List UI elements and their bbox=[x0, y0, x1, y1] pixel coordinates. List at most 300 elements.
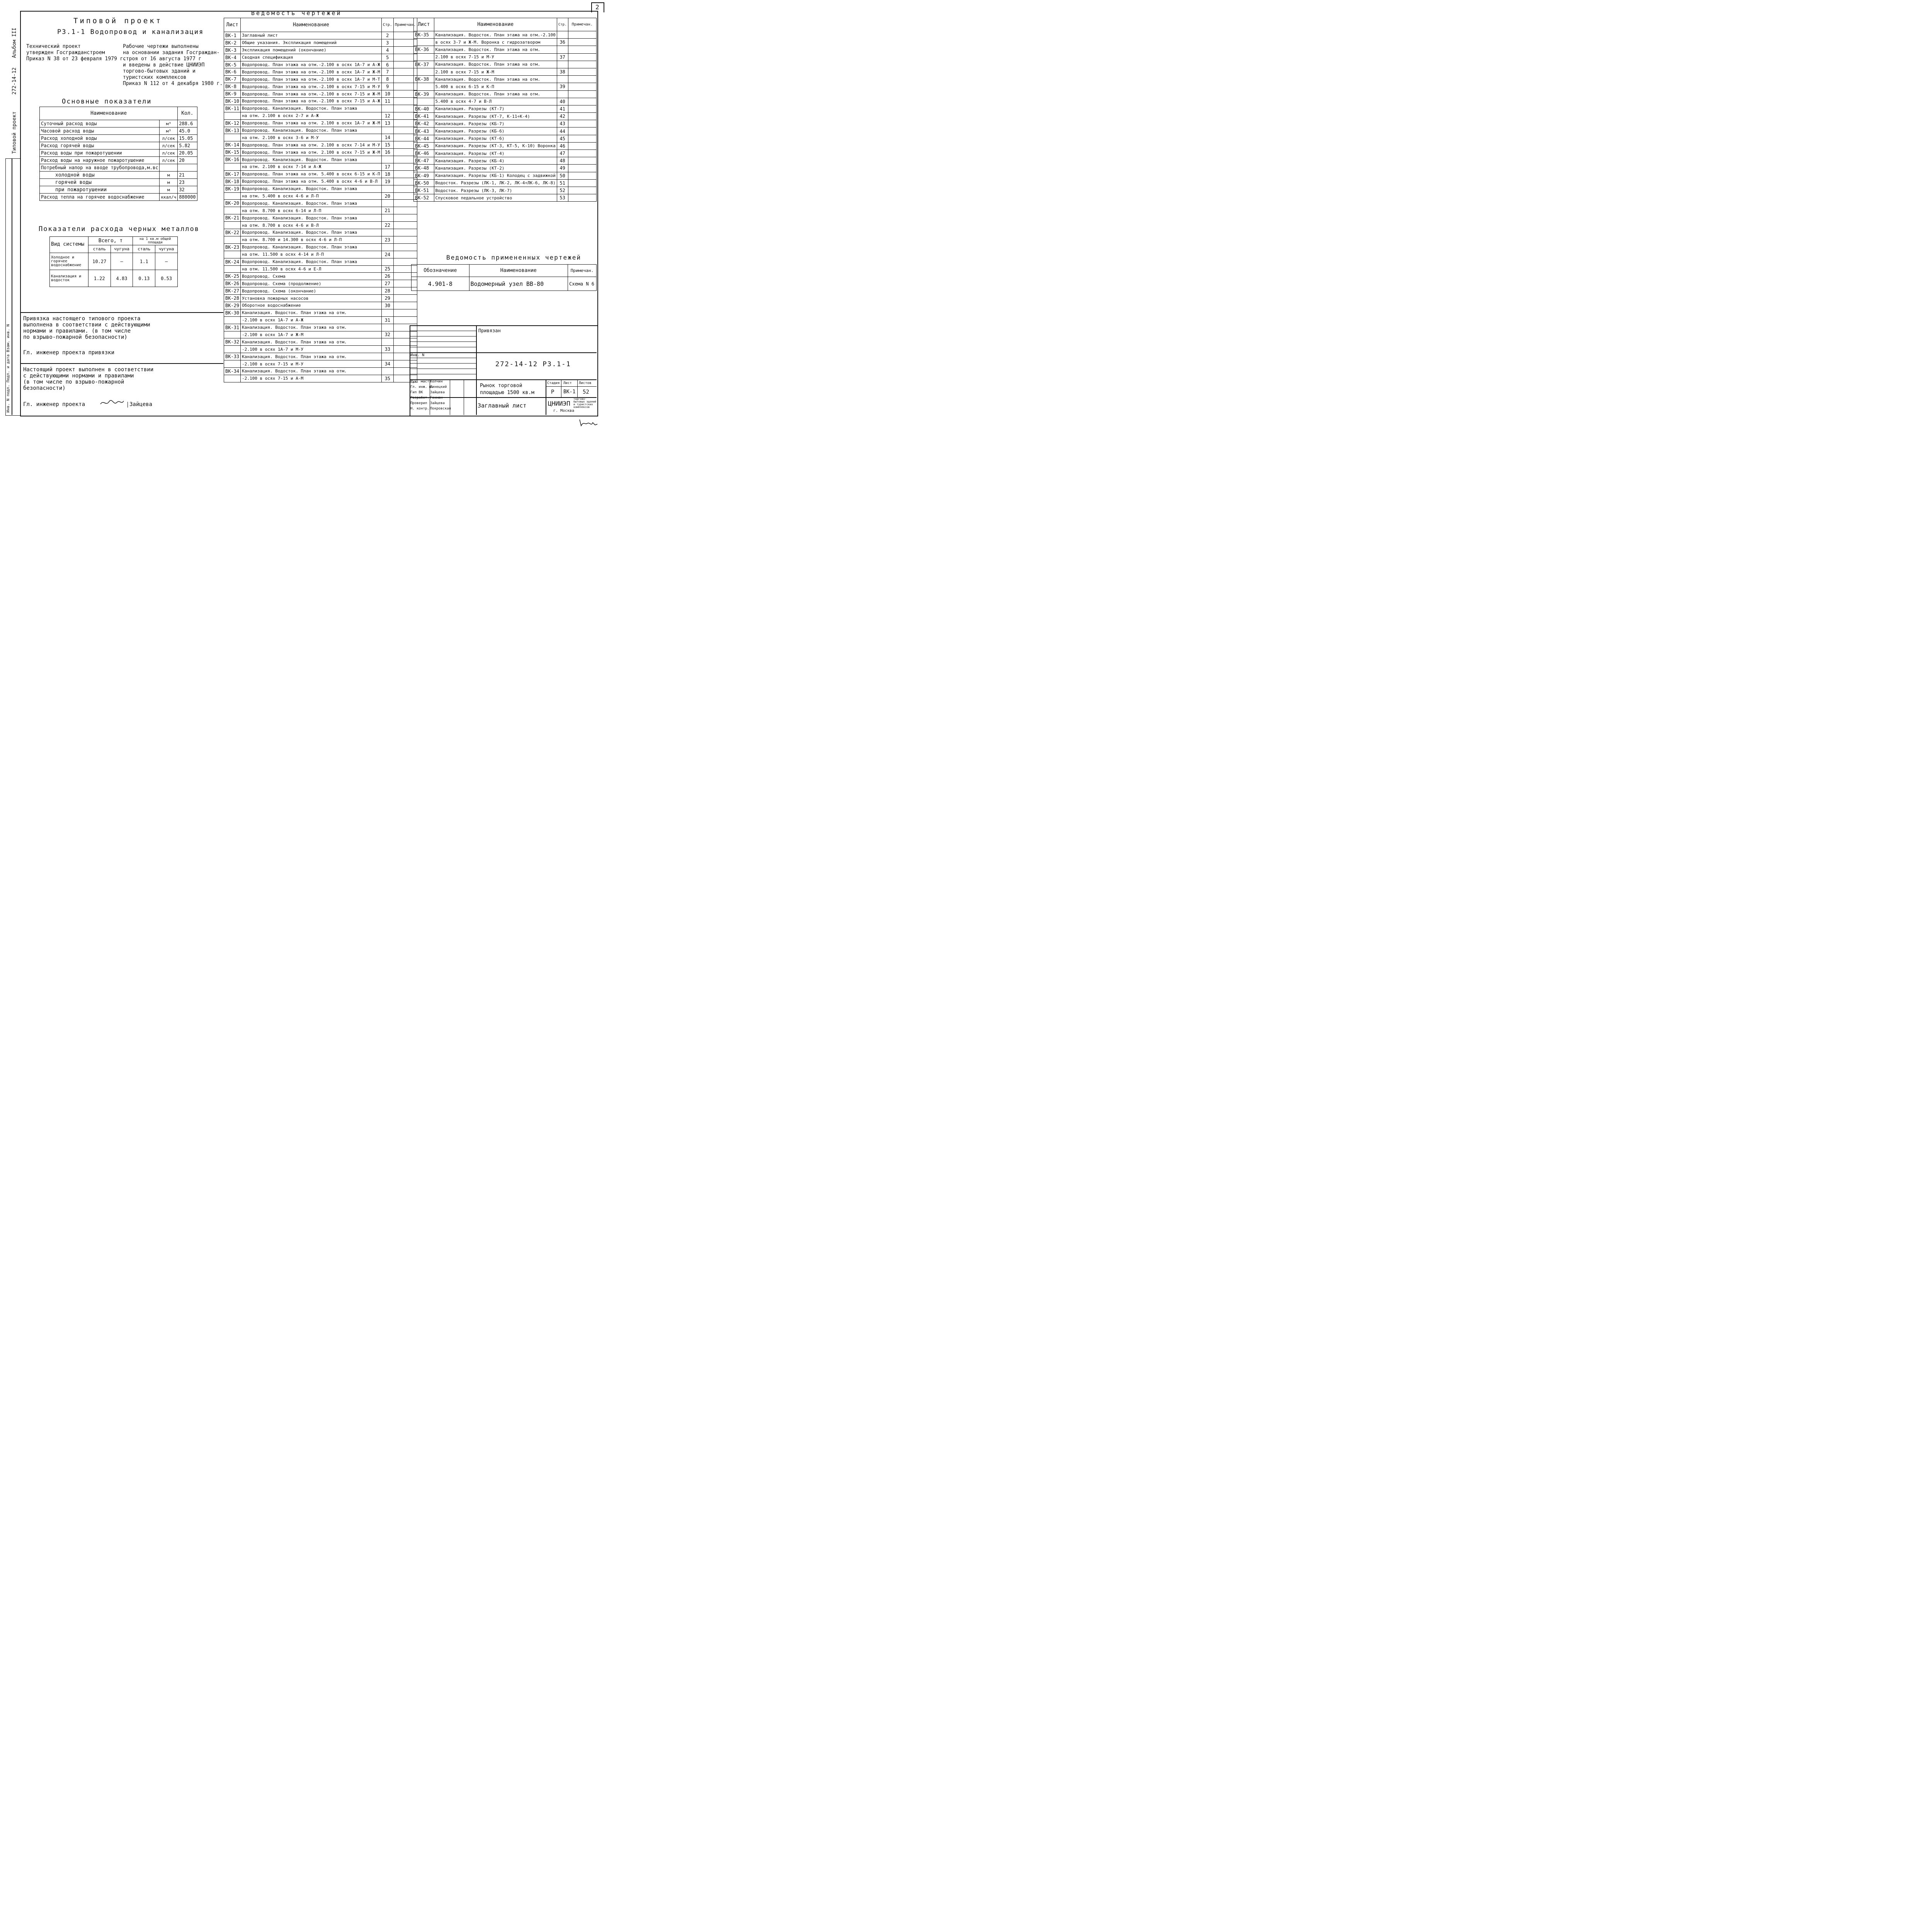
note1-line: выполнена в соответствии с действующими bbox=[23, 322, 150, 328]
drawing-sheet bbox=[224, 331, 241, 338]
drawing-sheet: ВК-26 bbox=[224, 280, 241, 287]
drawing-sheet: ВК-1 bbox=[224, 32, 241, 39]
drawing-sheet: ВК-29 bbox=[224, 302, 241, 309]
drawing-page: 7 bbox=[381, 68, 393, 76]
approval-left-line: Технический проект bbox=[26, 44, 81, 49]
approval-right-line: туристских комплексов bbox=[123, 75, 187, 80]
drawing-sheet: ВК-37 bbox=[414, 61, 434, 68]
drawing-page: 25 bbox=[381, 265, 393, 273]
drawing-name: Водопровод. Схема (продолжение) bbox=[241, 280, 382, 287]
drawing-sheet: ВК-13 bbox=[224, 127, 241, 134]
drawing-note bbox=[568, 68, 597, 75]
drawing-page: 20 bbox=[381, 192, 393, 200]
drawing-sheet: ВК-10 bbox=[224, 98, 241, 105]
drawing-page bbox=[557, 90, 568, 98]
drawing-name: Канализация. Разрезы (КБ-7) bbox=[434, 120, 557, 127]
drawing-name: Водопровод. Канализация. Водосток. План этажа bbox=[241, 200, 382, 207]
stamp-org: ЦНИИЭП bbox=[548, 400, 570, 407]
sheet-number: 2 bbox=[595, 3, 599, 11]
stamp-person-name: Зайцева bbox=[430, 401, 445, 405]
indicator-name: Расход воды на наружное пожаротушение bbox=[40, 157, 160, 164]
approval-right-line: и введены в действие ЦНИИЭП bbox=[123, 62, 205, 68]
note2-signature-name: Зайцева bbox=[128, 402, 152, 408]
drawing-note bbox=[393, 309, 417, 316]
drawing-row bbox=[224, 32, 417, 39]
drawing-page: 17 bbox=[381, 163, 393, 171]
metals-header-per: на 1 кв.м общей площади bbox=[133, 237, 178, 245]
note2-signature-label: Гл. инженер проекта bbox=[23, 401, 85, 408]
drawing-sheet: ВК-8 bbox=[224, 83, 241, 90]
drawing-row bbox=[224, 236, 417, 243]
stamp-role: Гл. инж. м. bbox=[410, 385, 434, 389]
drawing-sheet: ВК-21 bbox=[224, 214, 241, 222]
drawings-header-page: Стр. bbox=[381, 18, 393, 32]
drawing-sheet bbox=[224, 375, 241, 382]
applied-note: Схема N 6 bbox=[568, 277, 597, 291]
indicator-unit: л/сек bbox=[160, 142, 178, 150]
drawing-sheet bbox=[224, 316, 241, 324]
drawing-name: Канализация. Водосток. План этажа на отм. bbox=[241, 338, 382, 346]
drawing-name: Сводная спецификация bbox=[241, 54, 382, 61]
drawing-name: Канализация. Разрезы (КТ-3, КТ-5, К-10) Воронка bbox=[434, 142, 557, 150]
drawing-row bbox=[224, 112, 417, 119]
drawing-name: Водопровод. Схема (окончание) bbox=[241, 287, 382, 295]
drawing-sheet: ВК-25 bbox=[224, 273, 241, 280]
drawing-name: в осях 3-7 и Ж-М. Воронка с гидрозатвором bbox=[434, 39, 557, 46]
drawing-sheet bbox=[224, 134, 241, 141]
drawing-sheet: ВК-38 bbox=[414, 76, 434, 83]
drawing-name: Водопровод. Канализация. Водосток. План этажа bbox=[241, 243, 382, 251]
drawing-note bbox=[568, 194, 597, 202]
drawings-header-sheet: Лист bbox=[224, 18, 241, 32]
drawing-note bbox=[568, 98, 597, 105]
indicators-table bbox=[39, 107, 197, 201]
drawing-row bbox=[414, 105, 597, 112]
page-title: Типовой проект bbox=[73, 17, 163, 25]
drawing-row bbox=[414, 194, 597, 202]
stamp-person-name: Зайцева bbox=[430, 391, 445, 394]
note2-line: (в том числе по взрыво-пожарной bbox=[23, 379, 124, 385]
indicator-unit bbox=[160, 164, 178, 172]
drawing-sheet bbox=[224, 346, 241, 353]
indicator-name: Расход воды при пожаротушении bbox=[40, 150, 160, 157]
drawing-page bbox=[381, 243, 393, 251]
drawings-table bbox=[224, 18, 417, 382]
drawing-page bbox=[381, 258, 393, 265]
drawings2-header-note: Примечан. bbox=[568, 18, 597, 31]
drawing-sheet bbox=[414, 68, 434, 75]
stamp-sheet: ВК-1 bbox=[563, 389, 576, 395]
metals-system: Канализация и водосток bbox=[50, 270, 88, 287]
stamp-stage-vline2 bbox=[577, 379, 578, 397]
drawing-sheet: ВК-41 bbox=[414, 113, 434, 120]
drawing-row bbox=[414, 76, 597, 83]
drawing-page bbox=[381, 127, 393, 134]
album-label: Альбом III bbox=[12, 27, 17, 58]
drawing-row bbox=[224, 39, 417, 46]
metals-header-total: Всего, т bbox=[88, 237, 133, 245]
drawing-page bbox=[381, 309, 393, 316]
metals-title: Показатели расхода черных металлов bbox=[39, 225, 199, 233]
drawing-sheet bbox=[414, 39, 434, 46]
drawing-name: Заглавный лист bbox=[241, 32, 382, 39]
drawing-page: 39 bbox=[557, 83, 568, 90]
indicator-name: при пожаротушении bbox=[40, 186, 160, 194]
indicator-row bbox=[40, 172, 197, 179]
drawing-name: Канализация. Разрезы (КБ-4) bbox=[434, 157, 557, 165]
metals-header-iron: чугуна bbox=[111, 245, 133, 253]
stamp-linked: Привязан bbox=[478, 328, 501, 333]
drawing-row bbox=[224, 222, 417, 229]
drawing-sheet: ВК-16 bbox=[224, 156, 241, 163]
drawing-name: на отм. 2.100 в осях 7-14 и А-Ж bbox=[241, 163, 382, 171]
metals-value: 4.83 bbox=[111, 270, 133, 287]
drawing-row bbox=[414, 127, 597, 135]
drawing-row bbox=[224, 170, 417, 178]
drawing-sheet: ВК-17 bbox=[224, 170, 241, 178]
metals-value: 10.27 bbox=[88, 253, 111, 270]
indicators-rows bbox=[40, 120, 197, 201]
drawing-page bbox=[557, 61, 568, 68]
drawing-page: 52 bbox=[557, 187, 568, 194]
drawing-page: 37 bbox=[557, 53, 568, 61]
drawing-note bbox=[568, 120, 597, 127]
indicator-name: горячей воды bbox=[40, 179, 160, 186]
drawing-page bbox=[381, 200, 393, 207]
drawing-name: Водопровод. План этажа на отм.-2.100 в осях 1А-7 и А-Ж bbox=[241, 61, 382, 68]
drawing-row bbox=[224, 105, 417, 112]
drawing-sheet: ВК-9 bbox=[224, 90, 241, 98]
drawings2-rows bbox=[414, 31, 597, 202]
drawings-table-continued bbox=[413, 18, 597, 202]
stamp-sheets: 52 bbox=[583, 389, 589, 395]
drawing-sheet: ВК-40 bbox=[414, 105, 434, 112]
indicators-title: Основные показатели bbox=[62, 98, 152, 105]
drawing-row bbox=[414, 83, 597, 90]
drawing-name: -2.100 в осях 1А-7 и А-Ж bbox=[241, 316, 382, 324]
stamp-doc-code: 272-14-12 Р3.1-1 bbox=[495, 360, 571, 368]
drawing-sheet bbox=[224, 236, 241, 243]
drawing-sheet bbox=[224, 222, 241, 229]
drawing-sheet bbox=[414, 98, 434, 105]
drawing-name: Канализация. Водосток. План этажа на отм. bbox=[434, 76, 557, 83]
drawing-row bbox=[414, 120, 597, 127]
indicator-row bbox=[40, 142, 197, 150]
metals-header-type: Вид системы bbox=[50, 237, 88, 253]
indicator-row bbox=[40, 157, 197, 164]
drawing-name: на отм. 2.100 в осях 3-6 и М-У bbox=[241, 134, 382, 141]
drawing-row bbox=[224, 367, 417, 375]
drawing-page: 18 bbox=[381, 170, 393, 178]
drawing-sheet bbox=[224, 163, 241, 171]
metals-row bbox=[50, 270, 178, 287]
note1-line: нормами и правилами. (в том числе bbox=[23, 328, 131, 334]
stamp-person-name: Линецкий bbox=[430, 385, 447, 389]
metals-value: 1.22 bbox=[88, 270, 111, 287]
drawing-name: Канализация. Разрезы (КБ-1) Колодец с задвижкой bbox=[434, 172, 557, 179]
drawing-name: Экспликация помещений (окончание) bbox=[241, 46, 382, 54]
drawing-row bbox=[224, 178, 417, 185]
drawing-name: Водопровод. План этажа на отм.-2.100 в осях 1А-7 и Ж-М bbox=[241, 68, 382, 76]
drawing-page: 5 bbox=[381, 54, 393, 61]
drawing-row bbox=[224, 316, 417, 324]
drawing-page: 12 bbox=[381, 112, 393, 119]
stamp-header-stage: Стадия bbox=[547, 381, 560, 385]
drawing-name: на отм. 5.400 в осях 4-6 и Л-П bbox=[241, 192, 382, 200]
drawing-page: 44 bbox=[557, 127, 568, 135]
drawing-row bbox=[224, 207, 417, 214]
drawing-sheet: ВК-49 bbox=[414, 172, 434, 179]
drawing-row bbox=[224, 243, 417, 251]
drawing-page: 50 bbox=[557, 172, 568, 179]
drawing-name: Оборотное водоснабжение bbox=[241, 302, 382, 309]
indicator-name: Расход холодной воды bbox=[40, 135, 160, 142]
drawing-name: Водопровод. Канализация. Водосток. План этажа bbox=[241, 156, 382, 163]
drawing-row bbox=[224, 200, 417, 207]
drawing-row bbox=[224, 324, 417, 331]
indicator-value: 5.82 bbox=[178, 142, 197, 150]
project-label: Типовой проект bbox=[12, 111, 17, 154]
drawing-row bbox=[224, 156, 417, 163]
drawing-name: Водопровод. План этажа на отм. 2.100 в осях 7-15 и Ж-М bbox=[241, 149, 382, 156]
applied-header-note: Примечан. bbox=[568, 265, 597, 277]
drawing-name: Канализация. Водосток. План этажа на отм.-2.100 bbox=[434, 31, 557, 39]
drawing-name: -2.100 в осях 7-15 и М-У bbox=[241, 360, 382, 368]
drawing-row bbox=[224, 280, 417, 287]
drawing-name: 2.100 в осях 7-15 и М-У bbox=[434, 53, 557, 61]
metals-header-steel: сталь bbox=[88, 245, 111, 253]
drawing-name: Канализация. Водосток. План этажа на отм. bbox=[241, 353, 382, 360]
drawing-note bbox=[568, 187, 597, 194]
indicators-header-name: Наименование bbox=[40, 107, 178, 120]
stamp-person-name: Гохман bbox=[430, 396, 443, 400]
drawing-page bbox=[557, 76, 568, 83]
indicator-unit: м bbox=[160, 172, 178, 179]
drawing-sheet: ВК-39 bbox=[414, 90, 434, 98]
drawing-page: 6 bbox=[381, 61, 393, 68]
drawing-name: Водосток. Разрезы (ЛК-1, ЛК-2, ЛК-4÷ЛК-6, ЛК-8) bbox=[434, 179, 557, 187]
drawing-sheet: ВК-31 bbox=[224, 324, 241, 331]
metals-value: — bbox=[155, 253, 178, 270]
drawing-note bbox=[568, 31, 597, 39]
drawing-name: Водопровод. Канализация. Водосток. План этажа bbox=[241, 105, 382, 112]
drawing-sheet: ВК-30 bbox=[224, 309, 241, 316]
drawing-page bbox=[381, 367, 393, 375]
drawing-sheet: ВК-47 bbox=[414, 157, 434, 165]
drawing-note bbox=[393, 302, 417, 309]
drawing-name: Водопровод. План этажа на отм.-2.100 в осях 7-15 и Ж-М bbox=[241, 90, 382, 98]
drawing-row bbox=[224, 83, 417, 90]
drawing-page bbox=[381, 214, 393, 222]
drawing-sheet: ВК-35 bbox=[414, 31, 434, 39]
drawing-sheet: ВК-2 bbox=[224, 39, 241, 46]
drawing-page: 23 bbox=[381, 236, 393, 243]
drawing-name: Канализация. Разрезы (КТ-6) bbox=[434, 135, 557, 142]
drawing-note bbox=[568, 53, 597, 61]
drawing-page bbox=[381, 324, 393, 331]
drawings-title: Ведомость чертежей bbox=[251, 10, 342, 17]
drawing-row bbox=[224, 127, 417, 134]
metals-row bbox=[50, 253, 178, 270]
drawing-sheet: ВК-51 bbox=[414, 187, 434, 194]
drawing-page: 11 bbox=[381, 98, 393, 105]
drawing-row bbox=[414, 187, 597, 194]
drawing-page: 27 bbox=[381, 280, 393, 287]
drawing-name: Канализация. Водосток. План этажа на отм. bbox=[434, 90, 557, 98]
drawing-row bbox=[414, 90, 597, 98]
drawing-name: Канализация. Разрезы (КБ-6) bbox=[434, 127, 557, 135]
drawing-name: на отм. 11.500 в осях 4-6 и Е-Л bbox=[241, 265, 382, 273]
drawing-row bbox=[224, 119, 417, 127]
drawing-row bbox=[224, 375, 417, 382]
metals-system: Холодное и горячее водоснабжение bbox=[50, 253, 88, 270]
indicator-row bbox=[40, 135, 197, 142]
drawing-note bbox=[568, 135, 597, 142]
drawings-header-name: Наименование bbox=[241, 18, 382, 32]
indicator-name: холодной воды bbox=[40, 172, 160, 179]
drawing-sheet: ВК-36 bbox=[414, 46, 434, 53]
drawing-row bbox=[414, 98, 597, 105]
drawing-sheet: ВК-23 bbox=[224, 243, 241, 251]
indicator-row bbox=[40, 164, 197, 172]
drawing-sheet: ВК-12 bbox=[224, 119, 241, 127]
note2-top-line bbox=[20, 363, 223, 364]
stamp-person-name: Колчин bbox=[430, 380, 443, 384]
metals-value: 0.53 bbox=[155, 270, 178, 287]
drawing-sheet: ВК-43 bbox=[414, 127, 434, 135]
drawing-sheet: ВК-4 bbox=[224, 54, 241, 61]
drawing-page: 29 bbox=[381, 295, 393, 302]
drawing-name: Водопровод. Канализация. Водосток. План этажа bbox=[241, 185, 382, 192]
stamp-role: Проверил bbox=[410, 401, 427, 405]
drawing-row bbox=[224, 90, 417, 98]
note1-line: Привязка настоящего типового проекта bbox=[23, 316, 141, 322]
drawing-row bbox=[414, 172, 597, 179]
drawing-row bbox=[224, 353, 417, 360]
drawing-page: 21 bbox=[381, 207, 393, 214]
drawing-row bbox=[224, 295, 417, 302]
drawing-row bbox=[414, 165, 597, 172]
applied-title: Ведомость примененных чертежей bbox=[446, 254, 581, 261]
drawing-name: Водопровод. План этажа на отм. 2.100 в осях 7-14 и М-У bbox=[241, 141, 382, 149]
stamp-header-sheets: Листов bbox=[579, 381, 592, 385]
drawing-page: 15 bbox=[381, 141, 393, 149]
drawing-row bbox=[224, 68, 417, 76]
drawing-name: Водопровод. План этажа на отм.-2.100 в осях 7-15 и М-У bbox=[241, 83, 382, 90]
note1-top-line bbox=[20, 312, 223, 313]
drawing-row bbox=[414, 53, 597, 61]
indicator-name: Расход горячей воды bbox=[40, 142, 160, 150]
note1-signature-label: Гл. инженер проекта привязки bbox=[23, 350, 115, 356]
drawing-name: Водопровод. Канализация. Водосток. План этажа bbox=[241, 258, 382, 265]
drawing-row bbox=[224, 251, 417, 258]
drawing-page: 26 bbox=[381, 273, 393, 280]
drawing-sheet: ВК-46 bbox=[414, 150, 434, 157]
stamp-person-name: Покровская bbox=[430, 407, 451, 411]
drawing-sheet: ВК-28 bbox=[224, 295, 241, 302]
drawing-page bbox=[557, 31, 568, 39]
drawing-page: 49 bbox=[557, 165, 568, 172]
stamp-object-line2: площадью 1500 кв.м bbox=[480, 390, 534, 396]
drawing-note bbox=[393, 229, 417, 236]
drawing-sheet bbox=[224, 192, 241, 200]
drawing-note bbox=[568, 150, 597, 157]
drawing-name: Канализация. Водосток. План этажа на отм. bbox=[241, 324, 382, 331]
approval-right-line: на основании задания Госграждан- bbox=[123, 50, 220, 56]
drawing-name: Канализация. Разрезы (КТ-4) bbox=[434, 150, 557, 157]
drawing-page bbox=[381, 105, 393, 112]
approval-right-line: Приказ N 112 от 4 декабря 1980 г. bbox=[123, 81, 223, 87]
drawing-name: Водопровод. Канализация. Водосток. План этажа bbox=[241, 229, 382, 236]
drawing-page: 33 bbox=[381, 346, 393, 353]
drawing-row bbox=[224, 346, 417, 353]
drawing-row bbox=[224, 302, 417, 309]
drawing-row bbox=[414, 39, 597, 46]
drawing-sheet: ВК-45 bbox=[414, 142, 434, 150]
indicator-row bbox=[40, 179, 197, 186]
drawing-page: 36 bbox=[557, 39, 568, 46]
indicator-name: Суточный расход воды bbox=[40, 120, 160, 127]
applied-header-code: Обозначение bbox=[412, 265, 469, 277]
drawing-row bbox=[224, 273, 417, 280]
indicator-value: 288.6 bbox=[178, 120, 197, 127]
drawing-name: Общие указания. Экспликация помещений bbox=[241, 39, 382, 46]
drawing-note bbox=[393, 222, 417, 229]
drawing-name: Спусковое педальное устройство bbox=[434, 194, 557, 202]
project-number: 272-14-12 bbox=[12, 67, 17, 95]
drawing-name: на отм. 8.700 в осях 4-6 и В-Л bbox=[241, 222, 382, 229]
metals-header-iron-per: чугуна bbox=[155, 245, 178, 253]
note2-line: Настоящий проект выполнен в соответствии bbox=[23, 367, 154, 373]
drawing-note bbox=[568, 61, 597, 68]
drawing-note bbox=[568, 105, 597, 112]
drawing-row bbox=[224, 185, 417, 192]
metals-table bbox=[49, 236, 178, 287]
indicator-row bbox=[40, 194, 197, 201]
drawing-name: Водопровод. План этажа на отм.-2.100 в осях 7-15 и А-Ж bbox=[241, 98, 382, 105]
stamp-city: г. Москва bbox=[553, 409, 575, 413]
drawing-page: 48 bbox=[557, 157, 568, 165]
drawing-note bbox=[568, 127, 597, 135]
approval-right-line: Рабочие чертежи выполнены bbox=[123, 44, 199, 49]
drawing-name: 2.100 в осях 7-15 и Ж-М bbox=[434, 68, 557, 75]
drawing-row bbox=[224, 338, 417, 346]
drawing-note bbox=[568, 142, 597, 150]
drawing-sheet: ВК-50 bbox=[414, 179, 434, 187]
drawing-page: 22 bbox=[381, 222, 393, 229]
note2-line: с действующими нормами и правилами bbox=[23, 373, 134, 379]
drawing-note bbox=[393, 207, 417, 214]
corner-signature bbox=[578, 417, 600, 427]
drawing-note bbox=[568, 83, 597, 90]
drawing-row bbox=[224, 360, 417, 368]
drawing-page: 41 bbox=[557, 105, 568, 112]
drawing-sheet: ВК-24 bbox=[224, 258, 241, 265]
drawing-name: на отм. 8.700 в осях 6-14 и Л-П bbox=[241, 207, 382, 214]
applied-header-name: Наименование bbox=[469, 265, 568, 277]
drawing-sheet: ВК-27 bbox=[224, 287, 241, 295]
drawing-row bbox=[414, 61, 597, 68]
drawing-note bbox=[393, 295, 417, 302]
stamp-role: Рук. маст. bbox=[410, 380, 432, 384]
drawing-name: Водопровод. Канализация. Водосток. План этажа bbox=[241, 127, 382, 134]
indicator-value bbox=[178, 164, 197, 172]
drawings-rows bbox=[224, 32, 417, 382]
drawing-row bbox=[224, 61, 417, 68]
drawing-page bbox=[381, 229, 393, 236]
drawing-page: 10 bbox=[381, 90, 393, 98]
drawing-sheet: ВК-19 bbox=[224, 185, 241, 192]
